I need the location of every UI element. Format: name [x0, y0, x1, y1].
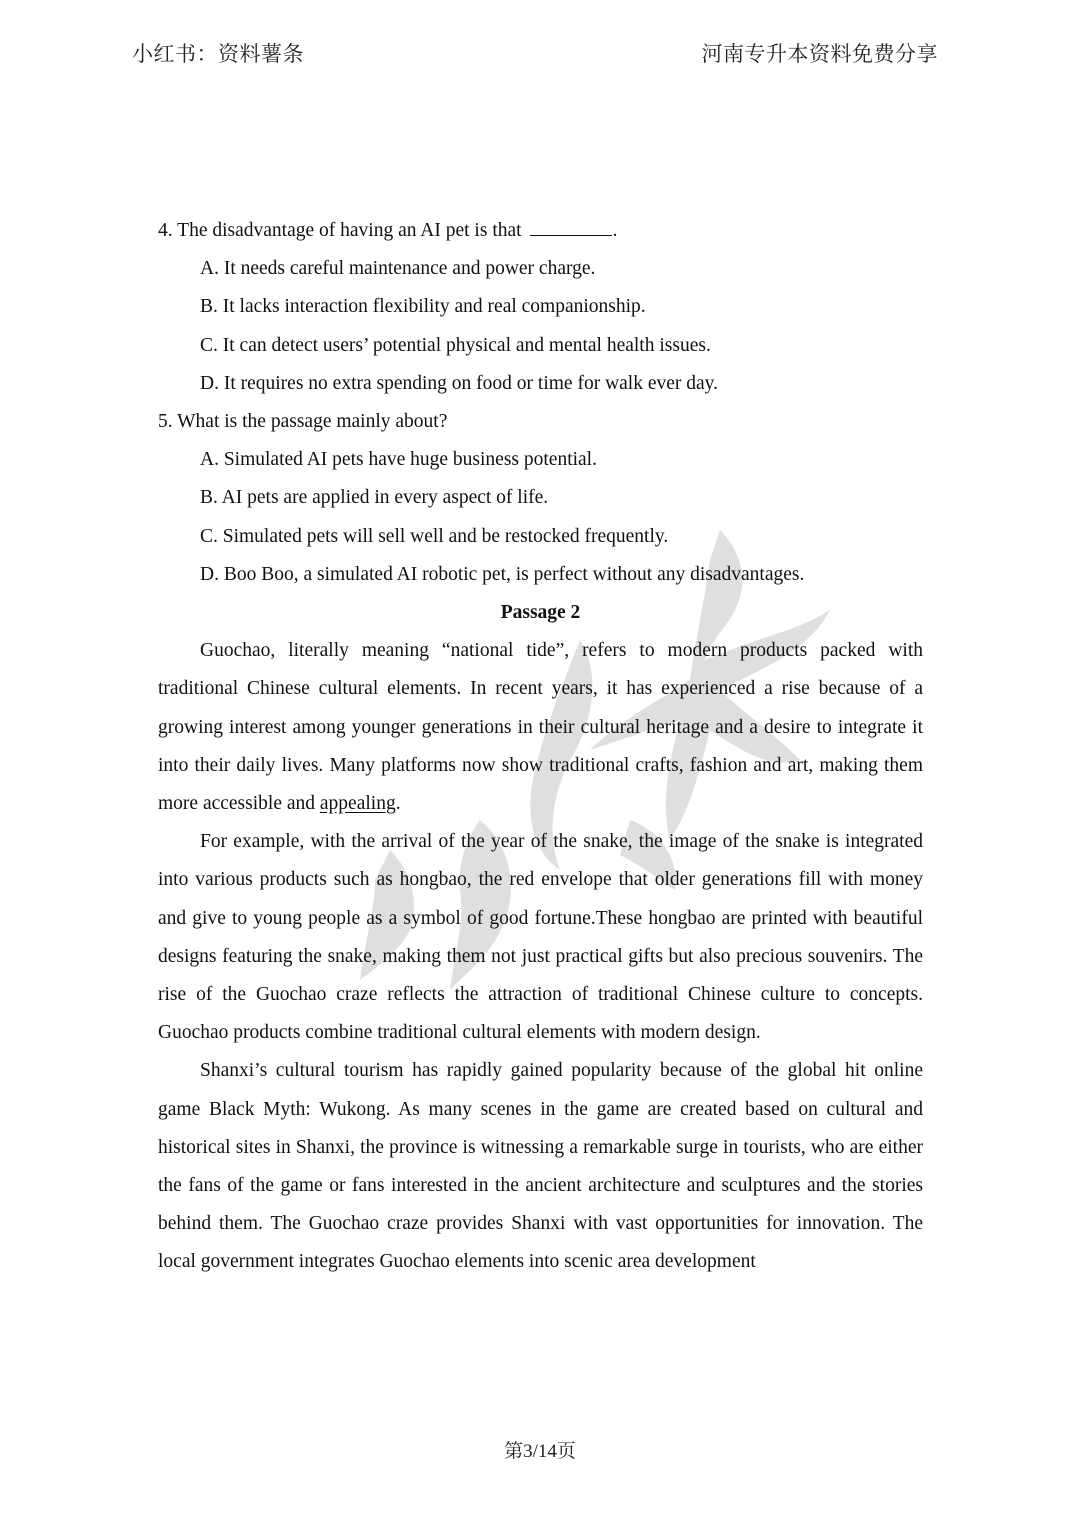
- page-number: 第3/14页: [504, 1441, 576, 1462]
- question-4-stem: [158, 212, 923, 250]
- underlined-word: appealing: [319, 793, 396, 815]
- question-5-option-d: D. Boo Boo, a simulated AI robotic pet, is perfect without any disadvantages.: [200, 563, 805, 585]
- passage-paragraph-2: For example, with the arrival of the year of the snake, the image of the snake is integrated into various products such as hongbao, the red envelope that older generations fill with money and give to young people as a symbol of good fortune.These hongbao are printed with beautiful designs featuring the snake, making them not just practical gifts but also precious souvenirs. The rise of the Guochao craze reflects the attraction of traditional Chinese culture to concepts. Guochao products combine traditional cultural elements with modern design.: [158, 831, 923, 1044]
- question-4-stem-end: .: [612, 220, 618, 241]
- answer-blank: [530, 217, 612, 236]
- question-4-option-c: C. It can detect users’ potential physical and mental health issues.: [200, 334, 711, 356]
- question-5-stem: [158, 403, 923, 441]
- question-4-option-d: D. It requires no extra spending on food or time for walk ever day.: [200, 372, 719, 394]
- document-body: [158, 212, 923, 1282]
- header-left-text: 小红书：资料薯条: [132, 42, 304, 66]
- header-right-text: 河南专升本资料免费分享: [701, 42, 938, 66]
- paragraph-1-end: .: [395, 793, 401, 815]
- question-4-number: 4.: [158, 220, 173, 241]
- passage-paragraph-1: [158, 632, 923, 823]
- passage-title: Passage 2: [500, 602, 581, 624]
- question-5-text: What is the passage mainly about?: [177, 411, 448, 433]
- page-header: [132, 36, 938, 70]
- question-5-option-a: A. Simulated AI pets have huge business potential.: [200, 449, 597, 471]
- question-4-text: The disadvantage of having an AI pet is that: [177, 220, 522, 241]
- question-5-option-b: B. AI pets are applied in every aspect of life.: [200, 487, 549, 509]
- passage-paragraph-3: Shanxi’s cultural tourism has rapidly gained popularity because of the global hit online game Black Myth: Wukong. As many scenes in the game are created based on cultural and historical sites in Shanxi, the province is witnessing a remarkable surge in tourists, who are either the fans of the game or fans interested in the ancient architecture and sculptures and the stories behind them. The Guochao craze provides Shanxi with vast opportunities for innovation. The local government integrates Guochao elements into scenic area development: [158, 1060, 923, 1273]
- paragraph-1-text: Guochao, literally meaning “national tide”, refers to modern products packed with traditional Chinese cultural elements. In recent years, it has experienced a rise because of a growing interest among younger generations in their cultural heritage and a desire to integrate it into their daily lives. Many platforms now show traditional crafts, fashion and art, making them more accessible and: [158, 640, 923, 815]
- question-4-option-a: A. It needs careful maintenance and power charge.: [200, 258, 596, 280]
- question-5-option-c: C. Simulated pets will sell well and be restocked frequently.: [200, 525, 669, 547]
- question-5-number: 5.: [158, 411, 173, 433]
- question-4-option-b: B. It lacks interaction flexibility and real companionship.: [200, 296, 646, 318]
